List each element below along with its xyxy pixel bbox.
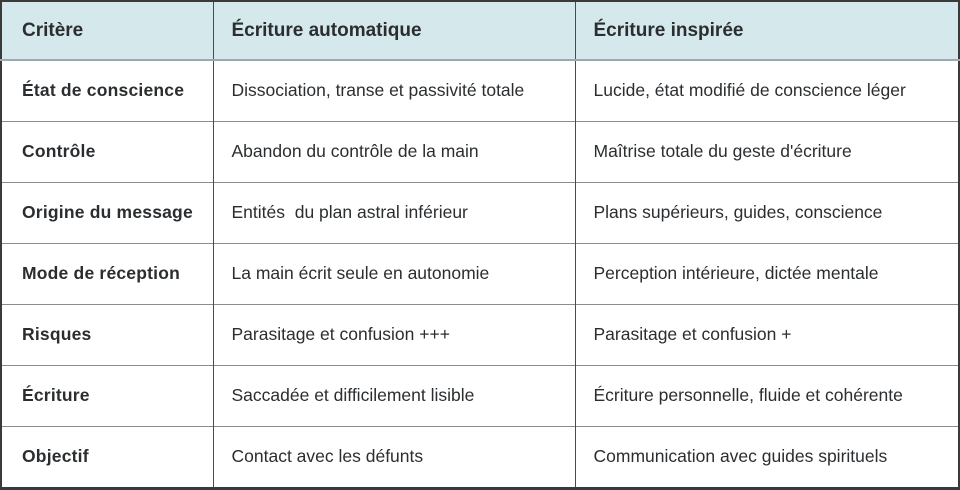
row-value-cell: Écriture personnelle, fluide et cohérente bbox=[575, 366, 959, 427]
row-value-cell: Abandon du contrôle de la main bbox=[213, 122, 575, 183]
header-row bbox=[1, 1, 959, 60]
table-row bbox=[1, 305, 959, 366]
row-label-cell: Mode de réception bbox=[1, 244, 213, 305]
row-value-cell: La main écrit seule en autonomie bbox=[213, 244, 575, 305]
header-cell-ecriture-inspiree: Écriture inspirée bbox=[575, 1, 959, 60]
table-header bbox=[1, 1, 959, 60]
row-value-cell: Contact avec les défunts bbox=[213, 427, 575, 489]
row-value-cell: Maîtrise totale du geste d'écriture bbox=[575, 122, 959, 183]
table-body bbox=[1, 60, 959, 489]
table-row bbox=[1, 244, 959, 305]
row-value-cell: Plans supérieurs, guides, conscience bbox=[575, 183, 959, 244]
header-cell-critere: Critère bbox=[1, 1, 213, 60]
table-row bbox=[1, 366, 959, 427]
row-label-cell: État de conscience bbox=[1, 60, 213, 122]
row-value-cell: Dissociation, transe et passivité totale bbox=[213, 60, 575, 122]
row-label-cell: Objectif bbox=[1, 427, 213, 489]
row-value-cell: Perception intérieure, dictée mentale bbox=[575, 244, 959, 305]
row-value-cell: Saccadée et difficilement lisible bbox=[213, 366, 575, 427]
table-row bbox=[1, 427, 959, 489]
row-value-cell: Parasitage et confusion +++ bbox=[213, 305, 575, 366]
header-cell-ecriture-automatique: Écriture automatique bbox=[213, 1, 575, 60]
row-label-cell: Contrôle bbox=[1, 122, 213, 183]
row-value-cell: Parasitage et confusion + bbox=[575, 305, 959, 366]
row-label-cell: Origine du message bbox=[1, 183, 213, 244]
row-value-cell: Lucide, état modifié de conscience léger bbox=[575, 60, 959, 122]
table-row bbox=[1, 60, 959, 122]
row-label-cell: Risques bbox=[1, 305, 213, 366]
table-row bbox=[1, 122, 959, 183]
row-value-cell: Communication avec guides spirituels bbox=[575, 427, 959, 489]
table-row bbox=[1, 183, 959, 244]
row-label-cell: Écriture bbox=[1, 366, 213, 427]
row-value-cell: Entités du plan astral inférieur bbox=[213, 183, 575, 244]
